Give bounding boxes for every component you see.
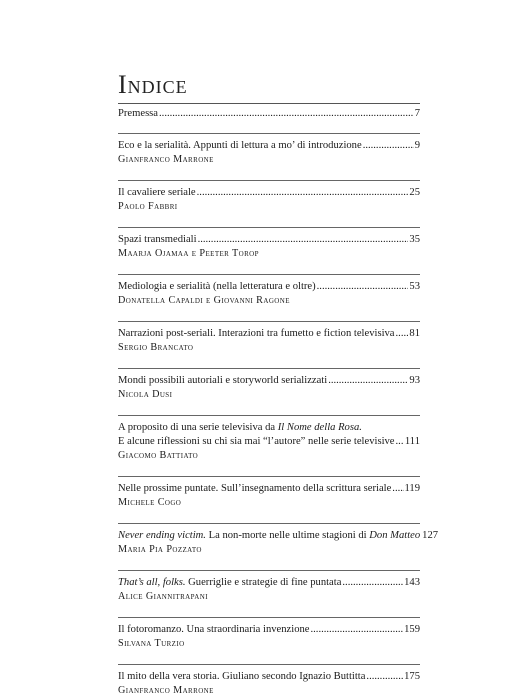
- toc-entry-title[interactable]: A proposito di una serie televisiva da Il Nome della Rosa.: [118, 422, 362, 433]
- toc-entry-author: Maria Pia Pozzato: [118, 544, 202, 555]
- toc-entry-title[interactable]: Never ending victim. La non-morte nelle ultime stagioni di Don Matteo: [118, 530, 421, 541]
- toc-entry-page: 143: [404, 577, 420, 588]
- toc-entry-title[interactable]: That’s all, folks. Guerriglie e strategie di fine puntata: [118, 577, 342, 588]
- toc-entry-title[interactable]: Nelle prossime puntate. Sull’insegnamento della scrittura seriale: [118, 483, 392, 494]
- toc-entry: [118, 180, 420, 213]
- toc-entry-title[interactable]: Eco e la serialità. Appunti di lettura a mo’ di introduzione: [118, 140, 362, 151]
- toc-entry-page: 175: [404, 671, 420, 682]
- toc-entry-page: 93: [409, 375, 420, 386]
- toc-entry-page: 53: [409, 281, 420, 292]
- toc-entry-author: Silvana Turzio: [118, 638, 185, 649]
- toc-entry: [118, 570, 420, 603]
- toc-entry-title[interactable]: Mondi possibili autoriali e storyworld serializzati: [118, 375, 328, 386]
- toc-entry: [118, 664, 420, 697]
- dot-leader: [311, 623, 404, 637]
- dot-leader: [342, 576, 403, 590]
- toc-entry-title[interactable]: Spazi transmediali: [118, 234, 197, 245]
- toc-entry-page: 159: [404, 624, 420, 635]
- dot-leader: [396, 327, 409, 341]
- dot-leader: [159, 107, 414, 121]
- toc-entry-title[interactable]: Premessa: [118, 108, 159, 119]
- toc-entry-title[interactable]: Narrazioni post-seriali. Interazioni tra fumetto e fiction televisiva: [118, 328, 395, 339]
- toc-entry-author: Gianfranco Marrone: [118, 685, 214, 696]
- toc-entry-author: Sergio Brancato: [118, 342, 194, 353]
- toc-entry: [118, 103, 420, 121]
- toc-entry: [118, 368, 420, 401]
- dot-leader: [392, 482, 403, 496]
- dot-leader: [198, 233, 409, 247]
- page-title: Indice: [118, 70, 188, 99]
- dot-leader: [366, 670, 403, 684]
- toc-entry-author: Michele Cogo: [118, 497, 182, 508]
- toc-entry: [118, 274, 420, 307]
- dot-leader: [317, 280, 409, 294]
- toc-entry-author: Donatella Capaldi e Giovanni Ragone: [118, 295, 290, 306]
- toc-entry: [118, 227, 420, 260]
- dot-leader: [197, 186, 409, 200]
- toc-entry-title[interactable]: Il fotoromanzo. Una straordinaria invenzione: [118, 624, 310, 635]
- toc-entry: [118, 133, 420, 166]
- toc-entry-author: Giacomo Battiato: [118, 450, 199, 461]
- toc-entry-author: Maarja Ojamaa e Peeter Torop: [118, 248, 259, 259]
- toc-entry-author: Paolo Fabbri: [118, 201, 178, 212]
- toc-entry-page: 7: [414, 108, 420, 119]
- toc-entry-page: 25: [409, 187, 420, 198]
- toc-entry-title[interactable]: Il cavaliere seriale: [118, 187, 196, 198]
- dot-leader: [328, 374, 408, 388]
- toc-entry-page: 111: [404, 436, 420, 447]
- toc-entry-title[interactable]: Il mito della vera storia. Giuliano secondo Ignazio Buttitta: [118, 671, 366, 682]
- toc-entry-page: 81: [409, 328, 420, 339]
- toc-entry: [118, 617, 420, 650]
- toc-entry-author: Nicola Dusi: [118, 389, 173, 400]
- toc-entry-title[interactable]: Mediologia e serialità (nella letteratura e oltre): [118, 281, 316, 292]
- toc-entry: [118, 415, 420, 462]
- toc-list: [118, 103, 439, 697]
- toc-entry-page: 9: [414, 140, 420, 151]
- toc-entry: [118, 476, 420, 509]
- toc-entry-page: 35: [409, 234, 420, 245]
- toc-entry-author: Alice Giannitrapani: [118, 591, 208, 602]
- toc-entry-page: 119: [404, 483, 420, 494]
- toc-entry-title-cont[interactable]: E alcune riflessioni su chi sia mai “l’autore” nelle serie televisive: [118, 436, 395, 447]
- dot-leader: [396, 435, 404, 449]
- toc-entry-page: 127: [422, 530, 439, 541]
- toc-entry-author: Gianfranco Marrone: [118, 154, 214, 165]
- toc-entry: [118, 523, 439, 556]
- toc-entry: [118, 321, 420, 354]
- dot-leader: [363, 139, 414, 153]
